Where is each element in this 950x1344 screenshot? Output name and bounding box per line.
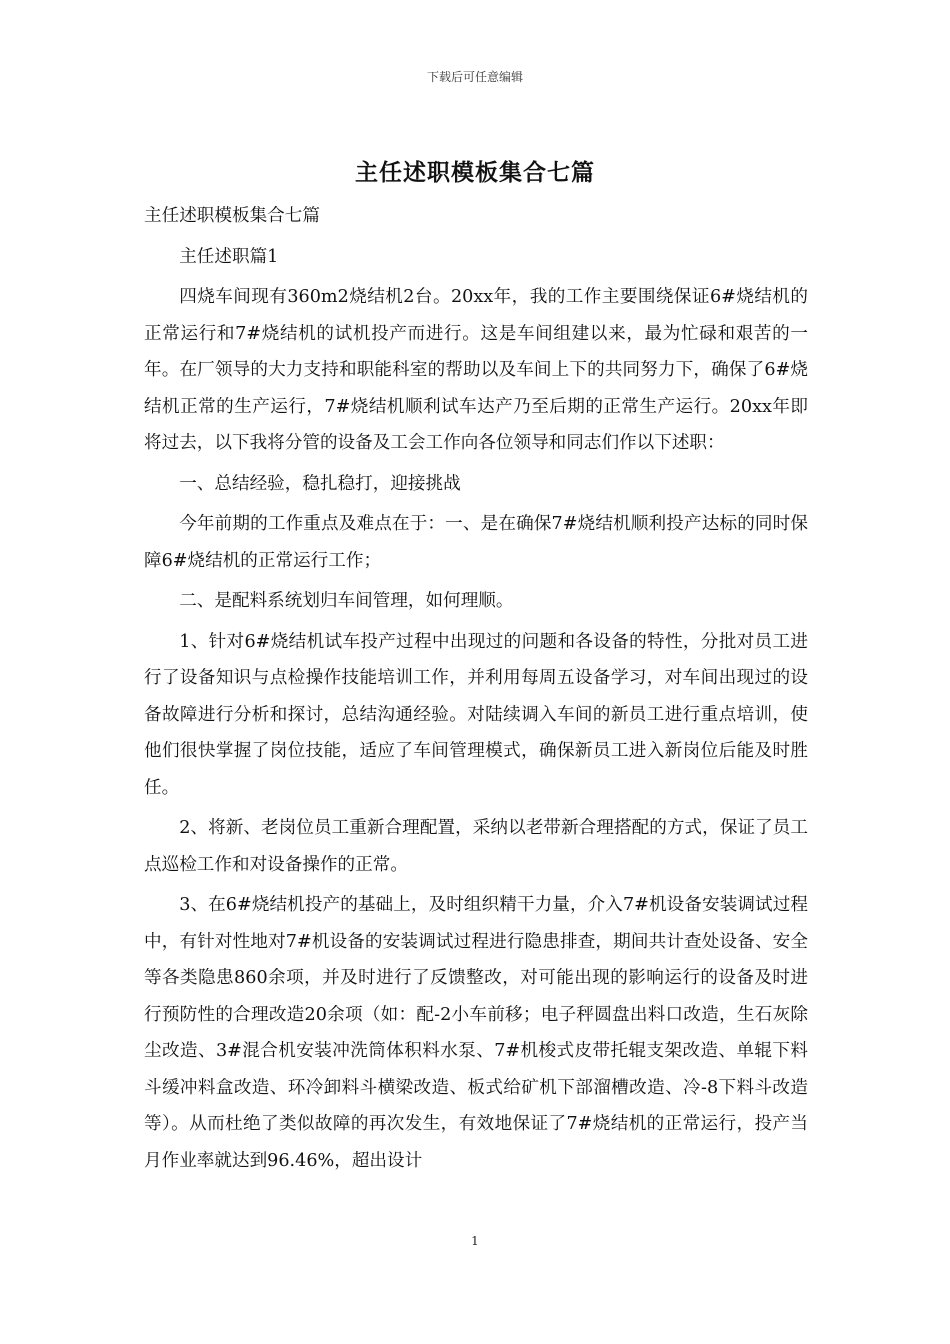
paragraph: 1、针对6#烧结机试车投产过程中出现过的问题和各设备的特性，分批对员工进行了设备知识与点检操作技能培训工作，并利用每周五设备学习，对车间出现过的设备故障进行分析和探讨，总结沟通经验。对陆续调入车间的新员工进行重点培训，使他们很快掌握了岗位技能，适应了车间管理模式，确保新员工进入新岗位后能及时胜任。 — [144, 631, 808, 798]
document-body — [144, 198, 808, 1179]
paragraph-subtitle: 主任述职模板集合七篇 — [144, 206, 320, 226]
document-title: 主任述职模板集合七篇 — [355, 159, 595, 186]
paragraph-heading: 一、总结经验，稳扎稳打，迎接挑战 — [179, 473, 461, 494]
header-note: 下载后可任意编辑 — [426, 70, 523, 84]
paragraph: 今年前期的工作重点及难点在于：一、是在确保7#烧结机顺利投产达标的同时保障6#烧结机的正常运行工作； — [144, 514, 808, 571]
paragraph: 四烧车间现有360m2烧结机2台。20xx年，我的工作主要围绕保证6#烧结机的正常运行和7#烧结机的试机投产而进行。这是车间组建以来，最为忙碌和艰苦的一年。在厂领导的大力支持和职能科室的帮助以及车间上下的共同努力下，确保了6#烧结机正常的生产运行，7#烧结机顺利试车达产乃至后期的正常生产运行。20xx年即将过去，以下我将分管的设备及工会工作向各位领导和同志们作以下述职： — [144, 287, 808, 453]
page-number: 1 — [471, 1234, 479, 1248]
paragraph: 3、在6#烧结机投产的基础上，及时组织精干力量，介入7#机设备安装调试过程中，有针对性地对7#机设备的安装调试过程进行隐患排查，期间共计查处设备、安全等各类隐患860余项，并及时进行了反馈整改，对可能出现的影响运行的设备及时进行预防性的合理改造20余项（如：配-2小车前移；电子秤圆盘出料口改造，生石灰除尘改造、3#混合机安装冲洗筒体积料水泵、7#机梭式皮带托辊支架改造、单辊下料斗缓冲料盒改造、环冷卸料斗横梁改造、板式给矿机下部溜槽改造、冷-8下料斗改造等）。从而杜绝了类似故障的再次发生，有效地保证了7#烧结机的正常运行，投产当月作业率就达到96.46%，超出设计 — [144, 895, 808, 1171]
paragraph-section-heading: 主任述职篇1 — [179, 246, 279, 267]
paragraph: 2、将新、老岗位员工重新合理配置，采纳以老带新合理搭配的方式，保证了员工点巡检工作和对设备操作的正常。 — [144, 818, 808, 875]
paragraph: 二、是配料系统划归车间管理，如何理顺。 — [179, 591, 514, 611]
